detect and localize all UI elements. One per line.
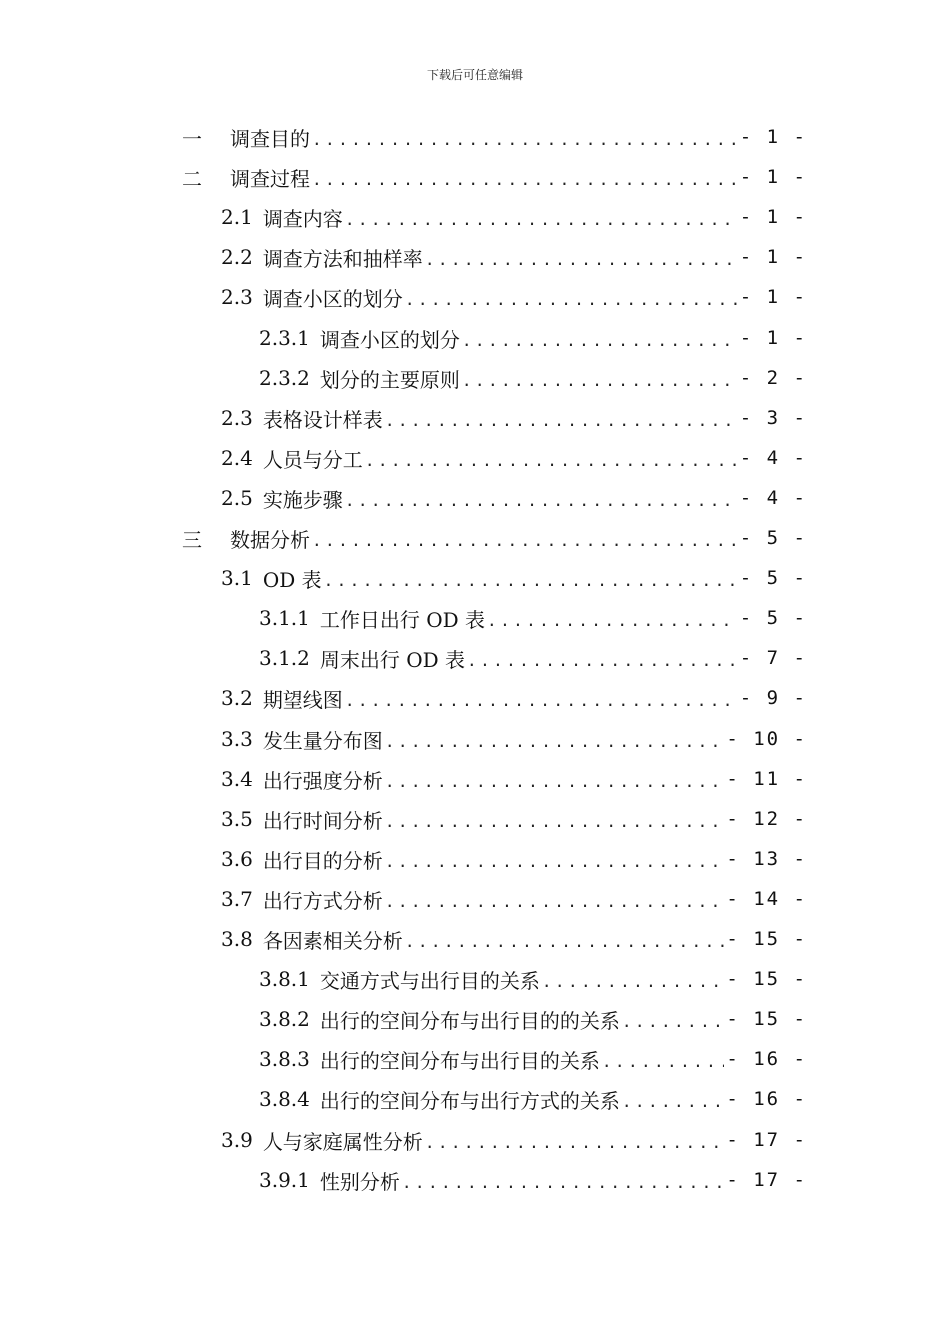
toc-dot-leader [385, 728, 725, 751]
toc-entry-number: 三 [182, 527, 202, 552]
toc-dot-leader [405, 286, 738, 309]
toc-entry-number: 2.5 [221, 486, 253, 510]
toc-entry-number: 3.8.3 [259, 1047, 310, 1071]
toc-entry-number: 2.3 [221, 285, 253, 309]
toc-entry[interactable] [221, 678, 807, 718]
toc-entry-title: 调查目的 [230, 126, 310, 151]
toc-dot-leader [385, 848, 725, 871]
toc-entry-title: 出行目的分析 [262, 848, 383, 873]
toc-entry-number: 一 [182, 126, 202, 151]
toc-dot-leader [312, 166, 738, 189]
toc-entry-number: 3.8.1 [259, 967, 310, 991]
toc-entry-title: OD 表 [262, 567, 322, 592]
toc-dot-leader [402, 1169, 724, 1192]
toc-entry[interactable] [221, 478, 807, 518]
toc-dot-leader [462, 327, 738, 350]
toc-entry-title: 周末出行 OD 表 [319, 647, 466, 672]
toc-entry-title: 调查方法和抽样率 [262, 246, 423, 271]
toc-entry[interactable] [182, 117, 807, 157]
toc-entry-page-number: - 5 - [739, 527, 807, 549]
toc-entry-number: 二 [182, 166, 202, 191]
toc-entry[interactable] [221, 277, 807, 317]
toc-entry-title: 数据分析 [230, 527, 310, 552]
toc-entry-title: 出行时间分析 [262, 808, 383, 833]
toc-entry-title: 出行的空间分布与出行方式的关系 [319, 1088, 620, 1113]
toc-dot-leader [312, 527, 738, 550]
toc-entry[interactable] [259, 318, 807, 358]
toc-entry-number: 3.2 [221, 686, 253, 710]
toc-entry-number: 2.3 [221, 406, 253, 430]
toc-entry-number: 3.1.1 [259, 606, 310, 630]
toc-entry[interactable] [259, 1160, 807, 1200]
toc-entry-number: 3.4 [221, 767, 253, 791]
toc-entry-number: 2.3.1 [259, 326, 310, 350]
toc-entry-number: 3.9 [221, 1128, 253, 1152]
toc-entry-title: 划分的主要原则 [319, 367, 460, 392]
toc-entry[interactable] [221, 719, 807, 759]
toc-entry-number: 3.5 [221, 807, 253, 831]
toc-entry[interactable] [221, 237, 807, 277]
toc-entry-page-number: - 15 - [726, 968, 807, 990]
toc-entry-title: 人与家庭属性分析 [262, 1129, 423, 1154]
toc-entry-title: 各因素相关分析 [262, 928, 403, 953]
toc-dot-leader [462, 367, 738, 390]
toc-entry-page-number: - 17 - [726, 1129, 807, 1151]
toc-entry[interactable] [259, 1039, 807, 1079]
toc-dot-leader [312, 126, 738, 149]
toc-entry-page-number: - 16 - [726, 1088, 807, 1110]
toc-entry-title: 出行的空间分布与出行目的的关系 [319, 1008, 620, 1033]
toc-entry-page-number: - 17 - [726, 1169, 807, 1191]
toc-dot-leader [385, 888, 725, 911]
toc-entry[interactable] [259, 638, 807, 678]
toc-dot-leader [365, 447, 738, 470]
toc-entry-title: 表格设计样表 [262, 407, 383, 432]
toc-entry-number: 3.6 [221, 847, 253, 871]
toc-dot-leader [622, 1008, 724, 1031]
toc-entry-page-number: - 16 - [726, 1048, 807, 1070]
toc-dot-leader [345, 687, 738, 710]
toc-entry-number: 2.3.2 [259, 366, 310, 390]
toc-entry[interactable] [221, 197, 807, 237]
toc-entry-page-number: - 15 - [726, 928, 807, 950]
toc-entry-number: 2.4 [221, 446, 253, 470]
toc-entry[interactable] [259, 999, 807, 1039]
toc-entry-title: 期望线图 [262, 687, 343, 712]
toc-entry-title: 调查内容 [262, 206, 343, 231]
toc-entry-page-number: - 5 - [739, 607, 807, 629]
toc-entry-number: 3.8 [221, 927, 253, 951]
toc-entry-page-number: - 14 - [726, 888, 807, 910]
toc-dot-leader [405, 928, 725, 951]
toc-dot-leader [487, 607, 738, 630]
toc-entry[interactable] [221, 1120, 807, 1160]
toc-dot-leader [345, 487, 738, 510]
toc-entry-number: 3.8.4 [259, 1087, 310, 1111]
toc-entry-page-number: - 1 - [739, 246, 807, 268]
toc-entry-title: 出行强度分析 [262, 768, 383, 793]
toc-entry-title: 调查小区的划分 [319, 327, 460, 352]
toc-dot-leader [425, 246, 738, 269]
toc-entry-number: 3.1.2 [259, 646, 310, 670]
toc-dot-leader [542, 968, 724, 991]
toc-entry-title: 发生量分布图 [262, 728, 383, 753]
toc-dot-leader [385, 407, 738, 430]
toc-entry-page-number: - 1 - [739, 126, 807, 148]
toc-entry[interactable] [221, 799, 807, 839]
toc-dot-leader [324, 567, 738, 590]
toc-entry[interactable] [259, 959, 807, 999]
toc-entry[interactable] [259, 598, 807, 638]
toc-entry-title: 调查过程 [230, 166, 310, 191]
toc-entry[interactable] [221, 398, 807, 438]
toc-entry-title: 实施步骤 [262, 487, 343, 512]
toc-entry-number: 3.1 [221, 566, 253, 590]
toc-dot-leader [467, 647, 738, 670]
toc-entry-number: 2.2 [221, 245, 253, 269]
toc-entry-page-number: - 12 - [726, 808, 807, 830]
toc-entry-page-number: - 2 - [739, 367, 807, 389]
toc-entry-page-number: - 4 - [739, 447, 807, 469]
toc-entry[interactable] [182, 157, 807, 197]
toc-entry-page-number: - 1 - [739, 327, 807, 349]
toc-entry[interactable] [221, 879, 807, 919]
toc-entry-page-number: - 1 - [739, 206, 807, 228]
toc-entry[interactable] [221, 438, 807, 478]
toc-entry-page-number: - 3 - [739, 407, 807, 429]
toc-dot-leader [385, 768, 725, 791]
page-header: 下载后可任意编辑 [426, 68, 523, 82]
toc-entry-page-number: - 5 - [739, 567, 807, 589]
toc-entry-title: 工作日出行 OD 表 [319, 607, 486, 632]
toc-entry-number: 3.7 [221, 887, 253, 911]
toc-entry-title: 出行方式分析 [262, 888, 383, 913]
toc-entry-page-number: - 7 - [739, 647, 807, 669]
toc-entry-page-number: - 10 - [726, 728, 807, 750]
toc-entry-page-number: - 13 - [726, 848, 807, 870]
toc-entry-page-number: - 1 - [739, 286, 807, 308]
toc-entry[interactable] [221, 759, 807, 799]
toc-dot-leader [602, 1048, 724, 1071]
toc-dot-leader [622, 1088, 724, 1111]
toc-entry-page-number: - 1 - [739, 166, 807, 188]
toc-entry-page-number: - 4 - [739, 487, 807, 509]
toc-entry-number: 3.3 [221, 727, 253, 751]
toc-entry-page-number: - 15 - [726, 1008, 807, 1030]
toc-entry[interactable] [221, 839, 807, 879]
toc-entry-title: 性别分析 [319, 1169, 400, 1194]
toc-dot-leader [425, 1129, 725, 1152]
toc-entry-page-number: - 11 - [726, 768, 807, 790]
toc-entry-title: 人员与分工 [262, 447, 363, 472]
toc-dot-leader [385, 808, 725, 831]
toc-entry[interactable] [182, 518, 807, 558]
toc-entry[interactable] [259, 358, 807, 398]
toc-entry-title: 调查小区的划分 [262, 286, 403, 311]
toc-entry[interactable] [259, 1079, 807, 1119]
toc-dot-leader [345, 206, 738, 229]
toc-entry-number: 2.1 [221, 205, 253, 229]
toc-entry-page-number: - 9 - [739, 687, 807, 709]
toc-entry-title: 出行的空间分布与出行目的关系 [319, 1048, 600, 1073]
toc-entry-number: 3.8.2 [259, 1007, 310, 1031]
toc-entry[interactable] [221, 919, 807, 959]
toc-entry-title: 交通方式与出行目的关系 [319, 968, 540, 993]
toc-entry-number: 3.9.1 [259, 1168, 310, 1192]
toc-entry[interactable] [221, 558, 807, 598]
